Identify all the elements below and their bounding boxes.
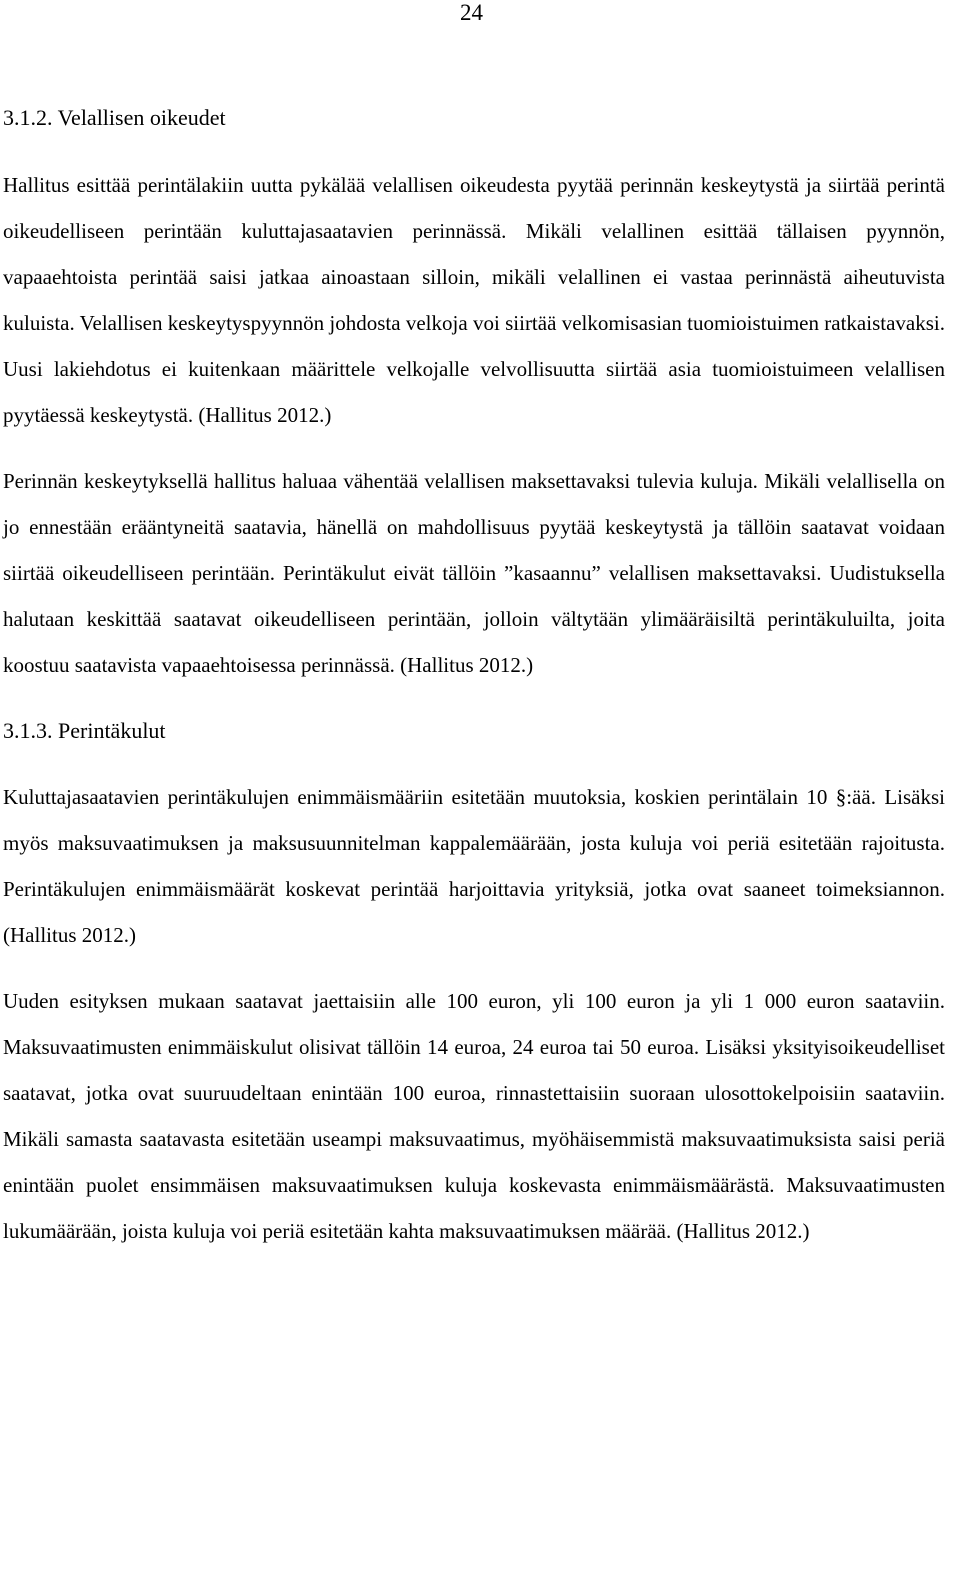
paragraph: Hallitus esittää perintälakiin uutta pykälää velallisen oikeudesta pyytää perinnän keskeytystä ja siirtää perintä oikeudelliseen perintään kuluttajasaatavien perinnässä. Mikäli velallinen esittää tällaisen pyynnön, vapaaehtoista perintää saisi jatkaa ainoastaan silloin, mikäli velallinen ei vastaa perinnästä aiheutuvista kuluista. Velallisen keskeytyspyynnön johdosta velkoja voi siirtää velkomisasian tuomioistuimen ratkaistavaksi. Uusi lakiehdotus ei kuitenkaan määrittele velkojalle velvollisuutta siirtää asia tuomioistuimeen velallisen pyytäessä keskeytystä. (Hallitus 2012.) — [3, 173, 945, 427]
page-number: 24 — [460, 0, 483, 25]
document-body — [3, 95, 945, 1254]
paragraph: Kuluttajasaatavien perintäkulujen enimmäismääriin esitetään muutoksia, koskien perintälain 10 §:ää. Lisäksi myös maksuvaatimuksen ja maksusuunnitelman kappalemäärään, josta kuluja voi periä esitetään rajoitusta. Perintäkulujen enimmäismäärät koskevat perintää harjoittavia yrityksiä, jotka ovat saaneet toimeksiannon. (Hallitus 2012.) — [3, 785, 945, 947]
paragraph: Uuden esityksen mukaan saatavat jaettaisiin alle 100 euron, yli 100 euron ja yli 1 000 euron saataviin. Maksuvaatimusten enimmäiskulut olisivat tällöin 14 euroa, 24 euroa tai 50 euroa. Lisäksi yksityisoikeudelliset saatavat, jotka ovat suuruudeltaan enintään 100 euroa, rinnastettaisiin suoraan ulosottokelpoisiin saataviin. Mikäli samasta saatavasta esitetään useampi maksuvaatimus, myöhäisemmistä maksuvaatimuksista saisi periä enintään puolet ensimmäisen maksuvaatimuksen kuluja koskevasta enimmäismäärästä. Maksuvaatimusten lukumäärään, joista kuluja voi periä esitetään kahta maksuvaatimuksen määrää. (Hallitus 2012.) — [3, 989, 945, 1243]
paragraph: Perinnän keskeytyksellä hallitus haluaa vähentää velallisen maksettavaksi tulevia kuluja. Mikäli velallisella on jo ennestään erääntyneitä saatavia, hänellä on mahdollisuus pyytää keskeytystä ja tällöin saatavat voidaan siirtää oikeudelliseen perintään. Perintäkulut eivät tällöin ”kasaannu” velallisen maksettavaksi. Uudistuksella halutaan keskittää saatavat oikeudelliseen perintään, jolloin vältytään ylimääräisiltä perintäkuluilta, joita koostuu saatavista vapaaehtoisessa perinnässä. (Hallitus 2012.) — [3, 469, 945, 677]
section-heading-perintakulut: 3.1.3. Perintäkulut — [3, 718, 166, 743]
section-heading-velallisen-oikeudet: 3.1.2. Velallisen oikeudet — [3, 105, 226, 130]
